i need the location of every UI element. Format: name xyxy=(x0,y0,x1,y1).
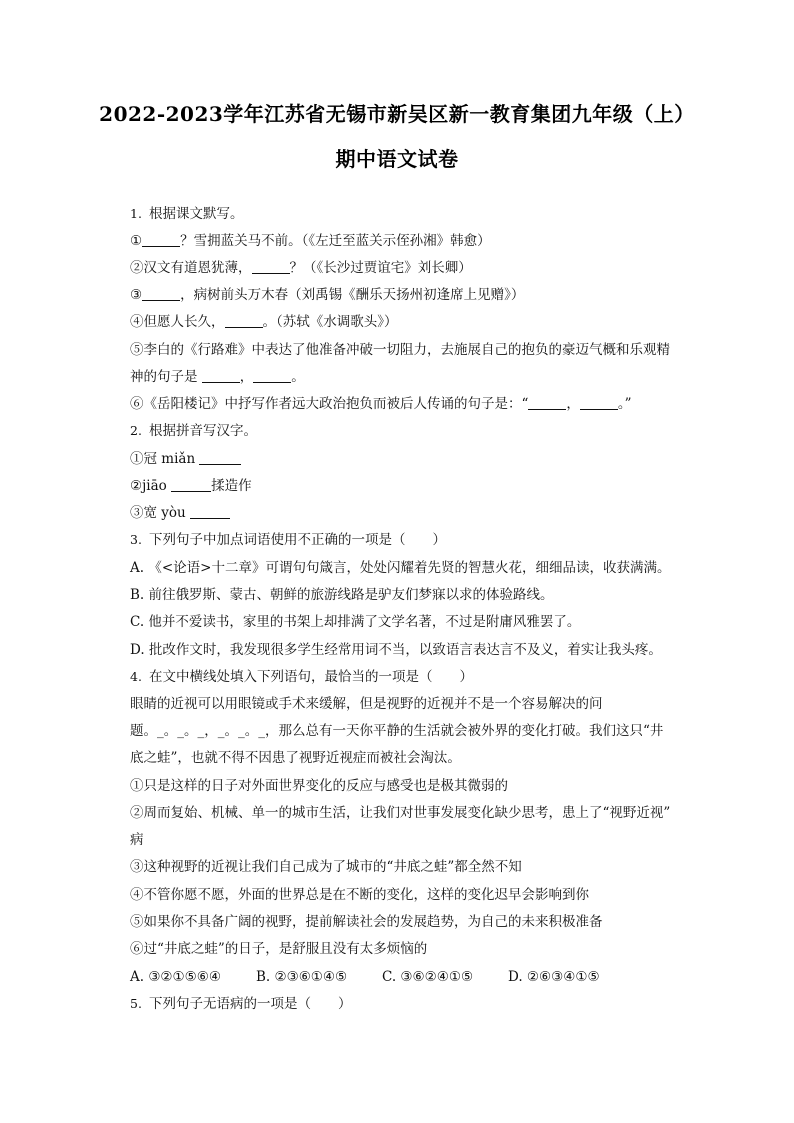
item-text: ③ xyxy=(130,287,143,303)
q2-item-2 xyxy=(130,477,708,495)
q4-option-d: D. ②⑥③④①⑤ xyxy=(508,969,600,985)
item-text: ，病树前头万木春（刘禹锡《酬乐天扬州初逢席上见赠》） xyxy=(180,287,525,303)
q2-item-1 xyxy=(130,450,708,468)
question-2 xyxy=(130,422,708,440)
question-text: 下列句子中加点词语使用不正确的一项是（ ） xyxy=(149,532,446,548)
answer-blank[interactable] xyxy=(199,450,241,465)
answer-blank[interactable] xyxy=(253,368,291,383)
question-4 xyxy=(130,668,708,686)
q4-item-6: ⑥过“井底之蛙”的日子，是舒服且没有太多烦恼的 xyxy=(130,941,428,957)
item-text: 。（苏轼《水调歌头》） xyxy=(262,314,398,330)
question-text: 在文中横线处填入下列语句，最恰当的一项是（ ） xyxy=(149,669,473,685)
item-text: ？雪拥蓝关马不前。（《左迁至蓝关示侄孙湘》韩愈） xyxy=(180,233,491,249)
item-text: ①冠 miǎn xyxy=(130,451,200,467)
q4-options xyxy=(130,968,708,986)
q3-option-c: C. 他并不爱读书，家里的书架上却排满了文学名著，不过是附庸风雅罢了。 xyxy=(130,614,581,630)
q1-item-6 xyxy=(130,395,708,413)
question-number: 3. xyxy=(130,532,142,547)
item-text: 揉造作 xyxy=(211,478,252,494)
item-text: ②汉文有道恩犹薄， xyxy=(130,260,252,276)
q4-option-b: B. ②③⑥①④⑤ xyxy=(256,969,348,985)
item-text: ， xyxy=(239,369,254,385)
item-text: ④但愿人长久， xyxy=(130,314,225,330)
item-text: ？（《长沙过贾谊宅》刘长卿） xyxy=(289,260,472,276)
answer-blank[interactable] xyxy=(202,368,240,383)
q3-option-a: A. 《<论语>十二章》可谓句句箴言，处处闪耀着先贤的智慧火花，细细品读，收获满满。 xyxy=(130,560,671,576)
item-text: ②jiāo xyxy=(130,478,172,494)
item-text: 。 xyxy=(291,369,305,385)
question-text: 根据拼音写汉字。 xyxy=(149,423,257,439)
q1-item-1 xyxy=(130,232,708,250)
answer-blank[interactable] xyxy=(190,504,230,519)
answer-blank[interactable] xyxy=(142,286,180,301)
answer-blank[interactable] xyxy=(225,313,263,328)
item-text: ， xyxy=(566,396,580,412)
q4-passage-line-3: 底之蛙”，也就不得不因患了视野近视症而被社会淘汰。 xyxy=(130,750,461,766)
exam-title: 2022-2023学年江苏省无锡市新吴区新一教育集团九年级（上） xyxy=(99,102,695,126)
item-text: 神的句子是 xyxy=(130,369,202,385)
q4-passage-line-1: 眼睛的近视可以用眼镜或手术来缓解，但是视野的近视并不是一个容易解决的问 xyxy=(130,696,603,712)
item-text: ⑥《岳阳楼记》中抒写作者远大政治抱负而被后人传诵的句子是：“ xyxy=(130,396,529,412)
q4-passage-line-2: 题。_。_。_，_。_。_，那么总有一天你平静的生活就会被外界的变化打破。我们这只“井 xyxy=(130,723,664,739)
q2-item-3 xyxy=(130,504,708,522)
question-number: 1. xyxy=(130,206,142,221)
q4-option-c: C. ③⑥②④①⑤ xyxy=(382,969,474,985)
q4-item-5: ⑤如果你不具备广阔的视野，提前解读社会的发展趋势，为自己的未来积极准备 xyxy=(130,914,603,930)
answer-blank[interactable] xyxy=(142,232,180,247)
q4-item-4: ④不管你愿不愿，外面的世界总是在不断的变化，这样的变化迟早会影响到你 xyxy=(130,887,589,903)
answer-blank[interactable] xyxy=(252,259,290,274)
q4-item-1: ①只是这样的日子对外面世界变化的反应与感受也是极其微弱的 xyxy=(130,778,508,794)
q1-item-4 xyxy=(130,313,708,331)
answer-blank[interactable] xyxy=(580,395,618,410)
q3-option-d: D. 批改作文时，我发现很多学生经常用词不当，以致语言表达言不及义，着实让我头疼。 xyxy=(130,642,662,658)
q1-item-5-line-2 xyxy=(130,368,708,386)
question-text: 根据课文默写。 xyxy=(149,206,244,222)
q4-option-a: A. ③②①⑤⑥④ xyxy=(130,969,221,985)
exam-subtitle: 期中语文试卷 xyxy=(335,147,459,171)
item-text: ③宽 yòu xyxy=(130,505,191,521)
item-text: 。” xyxy=(617,396,632,412)
q4-item-3: ③这种视野的近视让我们自己成为了城市的“井底之蛙”都全然不知 xyxy=(130,859,522,875)
q1-item-2 xyxy=(130,259,708,277)
question-number: 2. xyxy=(130,423,142,438)
q1-item-5-line-1: ⑤李白的《行路难》中表达了他准备冲破一切阻力，去施展自己的抱负的豪迈气概和乐观精 xyxy=(130,342,670,358)
question-number: 4. xyxy=(130,669,142,684)
item-text: ① xyxy=(130,233,143,249)
question-3 xyxy=(130,531,708,549)
question-text: 下列句子无语病的一项是（ ） xyxy=(149,996,352,1012)
q1-item-3 xyxy=(130,286,708,304)
answer-blank[interactable] xyxy=(528,395,566,410)
q4-item-2: ②周而复始、机械、单一的城市生活，让我们对世事发展变化缺少思考，患上了“视野近视” xyxy=(130,805,671,821)
question-1 xyxy=(130,205,708,223)
question-5 xyxy=(130,995,708,1013)
answer-blank[interactable] xyxy=(171,477,211,492)
q3-option-b: B. 前往俄罗斯、蒙古、朝鲜的旅游线路是驴友们梦寐以求的体验路线。 xyxy=(130,587,554,603)
question-number: 5. xyxy=(130,996,142,1011)
q4-item-2-cont: 病 xyxy=(130,832,144,848)
